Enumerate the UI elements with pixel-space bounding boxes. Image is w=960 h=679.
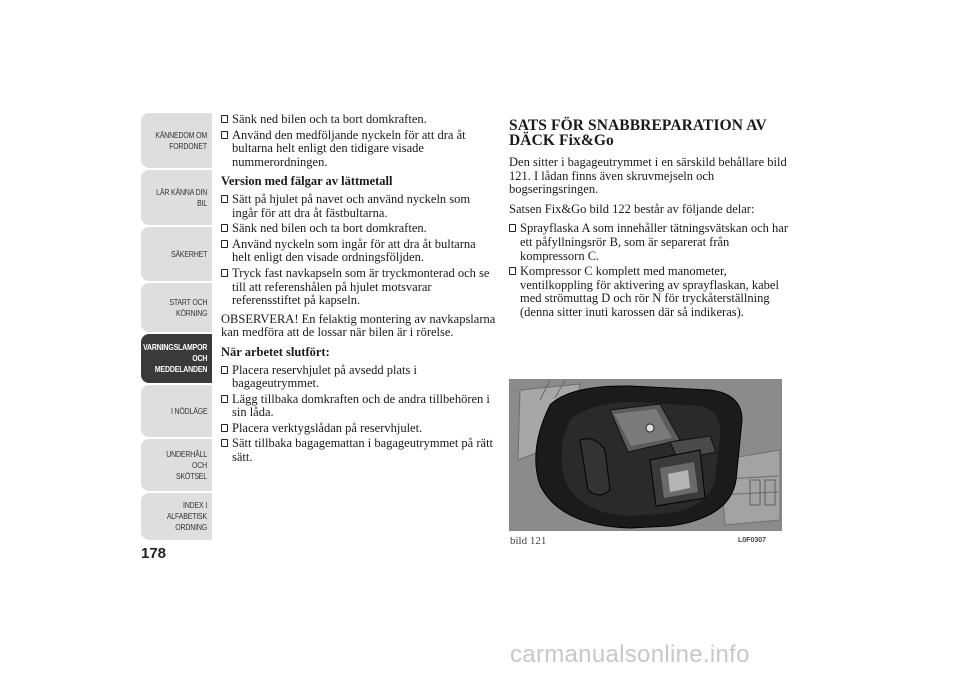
sidebar-tab-label: VARNINGSLAMPOR OCH MEDDELANDEN — [142, 342, 207, 374]
sidebar-tab-label: I NÖDLÄGE — [170, 405, 207, 416]
sidebar-tab-start-driving[interactable] — [141, 283, 212, 332]
bullet-item: Lägg tillbaka domkraften och de andra tillbehören i sin låda. — [221, 393, 496, 420]
sidebar-tab-safety[interactable] — [141, 227, 212, 281]
sidebar-tab-maintenance[interactable] — [141, 439, 212, 491]
subheading: Version med fälgar av lättmetall — [221, 174, 393, 189]
subheading: När arbetet slutfört: — [221, 344, 330, 359]
bullet-item: Sprayflaska A som innehåller tätningsvätskan och har ett påfyllningsrör B, som är separerat från kompressorn C. — [509, 222, 789, 263]
sidebar-tab-label: INDEX I ALFABETISK ORDNING — [166, 500, 207, 532]
sidebar-tab-warning-lamps[interactable] — [141, 334, 212, 383]
watermark-text: carmanualsonline.info — [510, 641, 750, 668]
sidebar-tab-label: LÄR KÄNNA DIN BIL — [156, 186, 207, 208]
sidebar-tab-emergency[interactable] — [141, 385, 212, 437]
bullet-item: Sänk ned bilen och ta bort domkraften. — [221, 113, 496, 127]
bullet-item: Placera reservhjulet på avsedd plats i bagageutrymmet. — [221, 364, 496, 391]
sidebar-tab-label: START OCH KÖRNING — [168, 296, 207, 318]
figure-caption: bild 121 — [510, 535, 547, 547]
bullet-item: Använd nyckeln som ingår för att dra åt bultarna helt enligt den visade ordningsföljden. — [221, 238, 496, 265]
lead-paragraph: Satsen Fix&Go bild 122 består av följande delar: — [509, 201, 755, 216]
bullet-item: Sänk ned bilen och ta bort domkraften. — [221, 222, 496, 236]
text-column-right — [509, 118, 789, 325]
sidebar-tab-vehicle-knowledge[interactable] — [141, 113, 212, 168]
sidebar-tab-index[interactable] — [141, 493, 212, 540]
trunk-illustration — [510, 380, 782, 531]
bullet-item: Placera verktygslådan på reservhjulet. — [221, 422, 496, 436]
sidebar-tab-label: KÄNNEDOM OM FORDONET — [155, 129, 207, 151]
figure-code: L0F0307 — [738, 537, 767, 544]
intro-paragraph: Den sitter i bagageutrymmet i en särskild behållare bild 121. I lådan finns även skruvmejseln och bogseringsringen. — [509, 155, 787, 197]
page-number: 178 — [141, 545, 167, 562]
sidebar-tab-label: UNDERHÅLL OCH SKÖTSEL — [166, 448, 207, 481]
bullet-item: Använd den medföljande nyckeln för att dra åt bultarna helt enligt den tidigare visade nummerordningen. — [221, 129, 496, 170]
section-heading: SATS FÖR SNABBREPARATION AV DÄCK Fix&Go — [509, 117, 767, 149]
bullet-item: Sätt på hjulet på navet och använd nyckeln som ingår för att dra åt fästbultarna. — [221, 193, 496, 220]
bullet-item: Sätt tillbaka bagagemattan i bagageutrymmet på rätt sätt. — [221, 437, 496, 464]
figure-trunk-repair-kit — [509, 379, 782, 531]
text-column-left — [221, 113, 496, 467]
bullet-item: Kompressor C komplett med manometer, ventilkoppling för aktivering av sprayflaskan, kabel med strömuttag D och rör N för tryckåterställning (denna sitter inuti karossen där så indikeras). — [509, 265, 789, 319]
sidebar-tab-label: SÄKERHET — [170, 248, 207, 259]
sidebar-tab-know-your-car[interactable] — [141, 170, 212, 225]
warning-paragraph: OBSERVERA! En felaktig montering av navkapslarna kan medföra att de lossar när bilen är i rörelse. — [221, 311, 496, 340]
bullet-item: Tryck fast navkapseln som är tryckmonterad och se till att referenshålen på hjulet motsvarar referensstiftet på kapseln. — [221, 267, 496, 308]
